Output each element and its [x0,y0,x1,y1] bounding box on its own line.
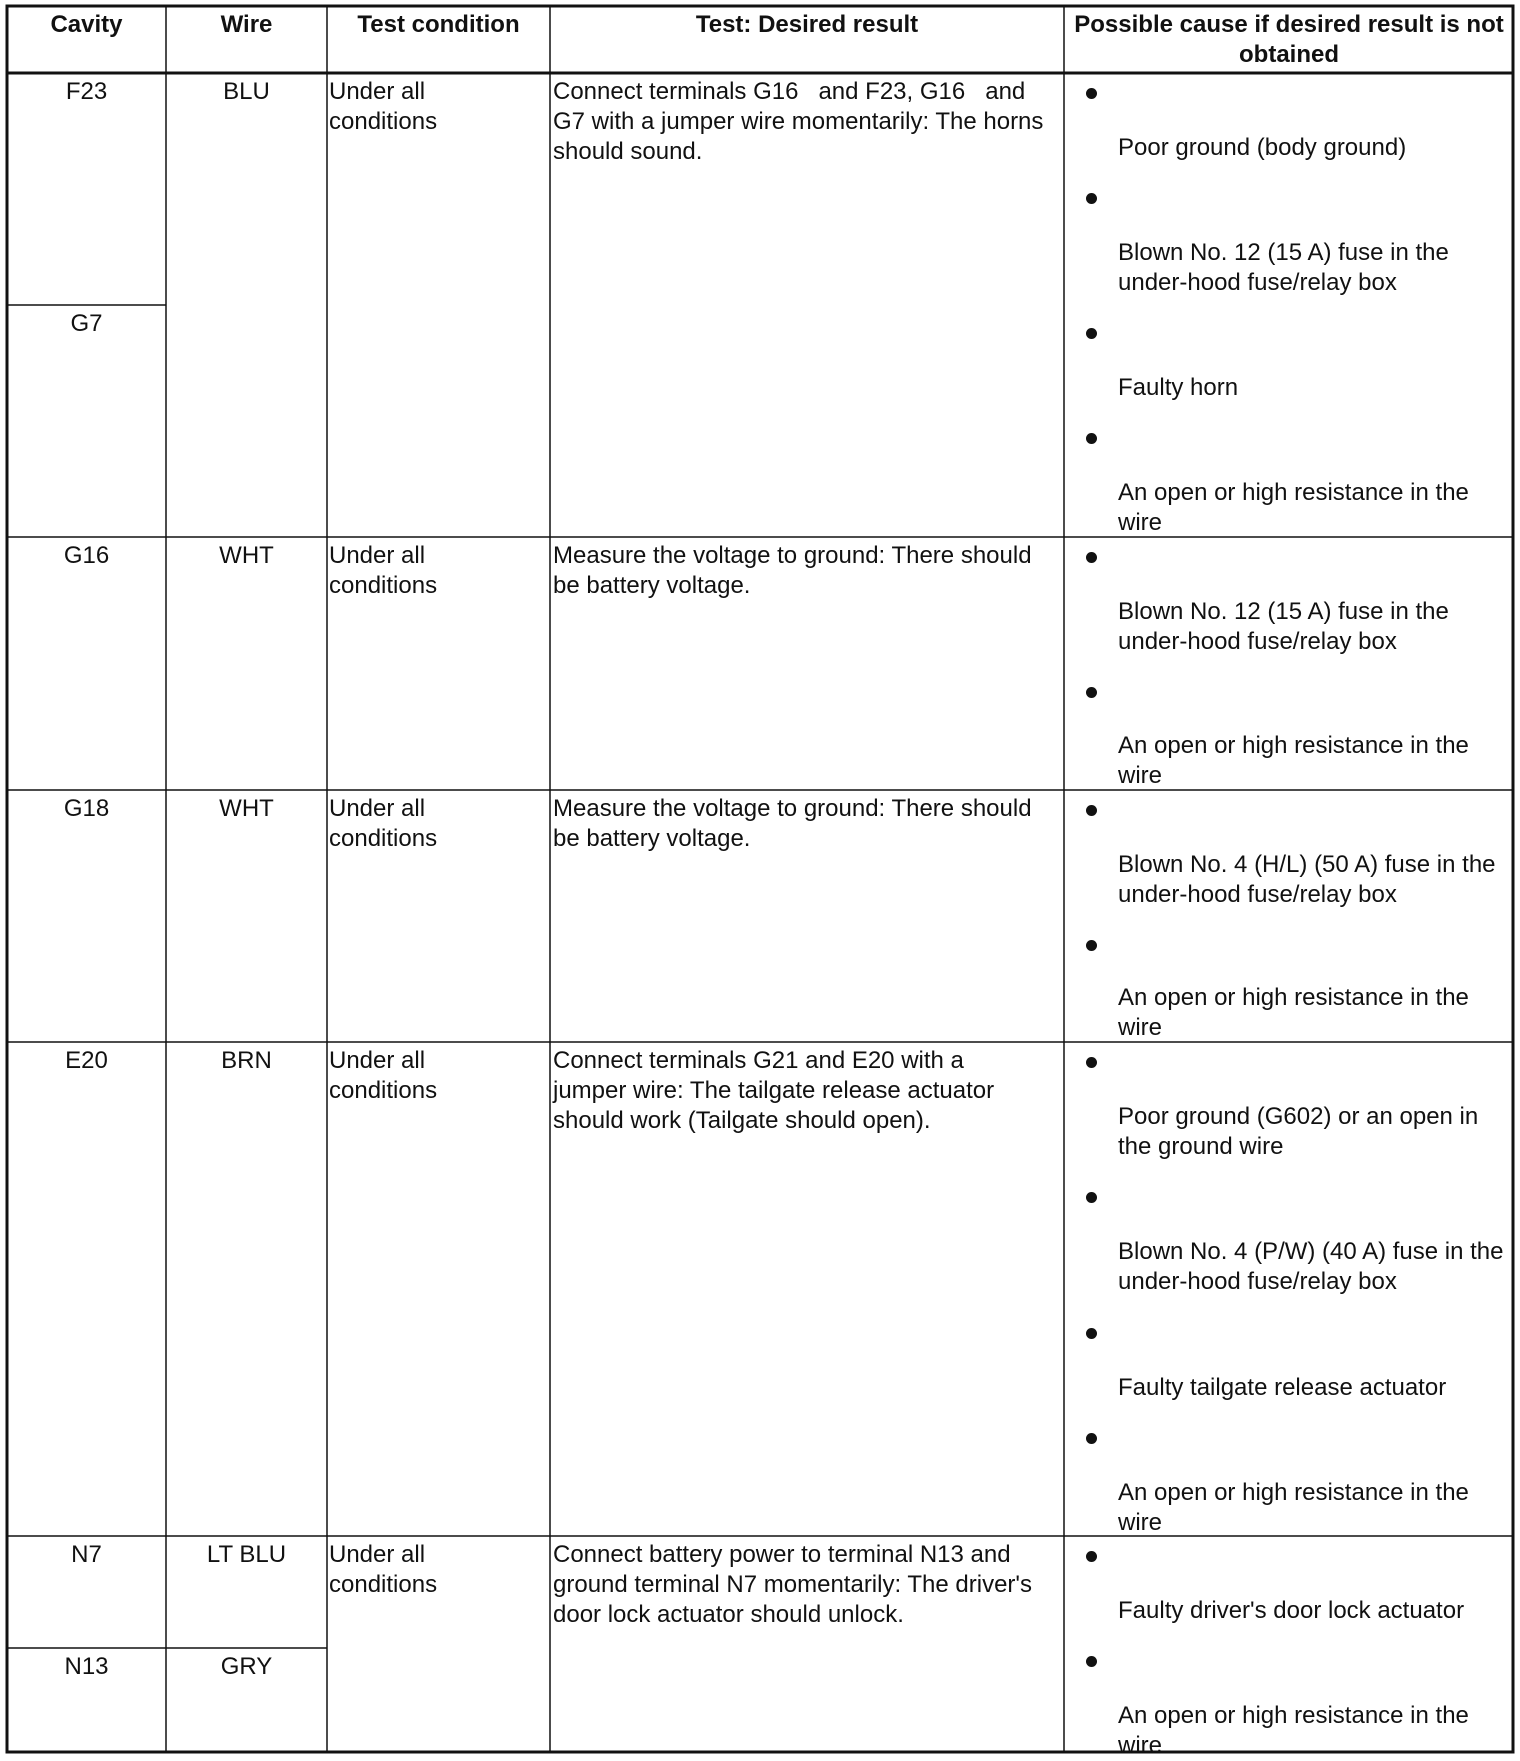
bullet-icon [1086,1192,1097,1203]
wire-cell: BLU [223,78,270,105]
cause-item: Blown No. 4 (H/L) (50 A) fuse in the under-hood fuse/relay box [1118,851,1496,908]
cause-item: Blown No. 4 (P/W) (40 A) fuse in the under-hood fuse/relay box [1118,1238,1504,1295]
wire-cell: GRY [220,1653,273,1680]
test-condition-cell: Under all conditions [329,795,438,852]
cause-item: An open or high resistance in the wire [1118,1702,1469,1759]
bullet-icon [1086,940,1097,951]
test-condition-cell: Under all conditions [329,1541,438,1598]
cause-item: An open or high resistance in the wire [1118,732,1469,789]
cavity-cell: N7 [71,1541,102,1568]
test-desired-result-cell: Measure the voltage to ground: There should be battery voltage. [553,542,1032,599]
header-test-desired-result: Test: Desired result [695,11,919,38]
header-cavity: Cavity [50,11,123,38]
bullet-icon [1086,1433,1097,1444]
cause-item: An open or high resistance in the wire [1118,984,1469,1041]
test-desired-result-cell: Connect terminals G16 and F23, G16 and G7 with a jumper wire momentarily: The horns should sound. [553,78,1051,165]
bullet-icon [1086,805,1097,816]
header-test-condition: Test condition [357,11,520,38]
test-desired-result-cell: Measure the voltage to ground: There should be battery voltage. [553,795,1032,852]
bullet-icon [1086,88,1097,99]
bullet-icon [1086,1328,1097,1339]
test-desired-result-cell: Connect battery power to terminal N13 and ground terminal N7 momentarily: The driver's door lock actuator should unlock. [553,1541,1032,1628]
bullet-icon [1086,687,1097,698]
wire-cell: BRN [221,1047,272,1074]
test-desired-result-cell: Connect terminals G21 and E20 with a jumper wire: The tailgate release actuator should work (Tailgate should open). [553,1047,995,1134]
test-condition-cell: Under all conditions [329,542,438,599]
header-possible-cause: Possible cause if desired result is not obtained [1074,11,1504,68]
cause-item: Poor ground (G602) or an open in the ground wire [1118,1103,1479,1160]
test-condition-cell: Under all conditions [329,1047,438,1104]
cause-item: Faulty tailgate release actuator [1118,1374,1447,1401]
bullet-icon [1086,1656,1097,1667]
cause-item: An open or high resistance in the wire [1118,1479,1469,1536]
wire-cell: LT BLU [206,1541,287,1568]
cavity-cell: E20 [65,1047,108,1074]
cavity-cell: G16 [63,542,110,569]
bullet-icon [1086,433,1097,444]
bullet-icon [1086,1057,1097,1068]
cause-item: Poor ground (body ground) [1118,134,1407,161]
cause-item: Faulty horn [1118,374,1239,401]
header-wire: Wire [220,11,273,38]
test-condition-cell: Under all conditions [329,78,438,135]
cause-item: Blown No. 12 (15 A) fuse in the under-hood fuse/relay box [1118,239,1449,296]
bullet-icon [1086,552,1097,563]
cavity-cell: N13 [64,1653,109,1680]
cause-item: An open or high resistance in the wire [1118,479,1469,536]
wire-cell: WHT [219,542,274,569]
cavity-cell: G18 [63,795,110,822]
bullet-icon [1086,193,1097,204]
cavity-cell: F23 [65,78,108,105]
wire-cell: WHT [219,795,274,822]
bullet-icon [1086,328,1097,339]
cavity-cell: G7 [70,310,103,337]
bullet-icon [1086,1551,1097,1562]
cause-item: Faulty driver's door lock actuator [1118,1597,1465,1624]
cause-item: Blown No. 12 (15 A) fuse in the under-hood fuse/relay box [1118,598,1449,655]
